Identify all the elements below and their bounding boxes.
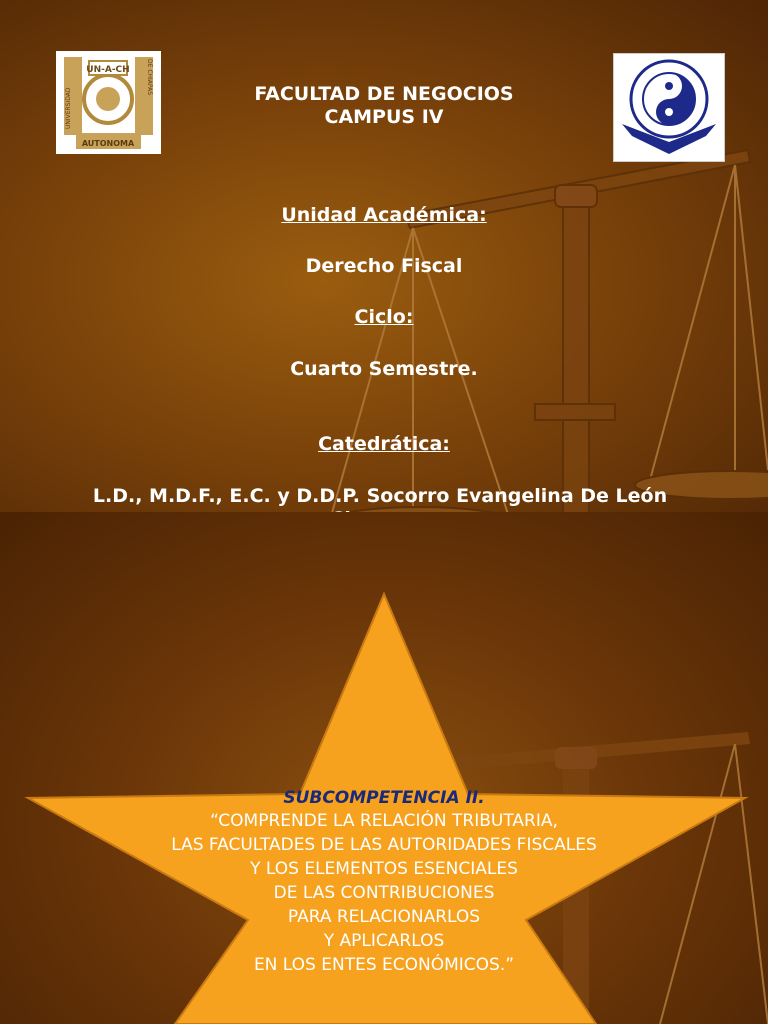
subcompetencia-line: Y APLICARLOS: [323, 931, 445, 951]
cycle-value: Cuarto Semestre.: [290, 358, 478, 380]
unit-label: Unidad Académica:: [281, 204, 487, 226]
subcompetencia-text: [0, 809, 768, 977]
campus-name: CAMPUS IV: [324, 106, 444, 128]
subcompetencia-line: Y LOS ELEMENTOS ESENCIALES: [250, 859, 518, 879]
cycle-label: Ciclo:: [354, 306, 414, 328]
subcompetencia-line: EN LOS ENTES ECONÓMICOS.”: [253, 955, 515, 975]
subcompetencia-line: DE LAS CONTRIBUCIONES: [273, 883, 495, 903]
subcompetencia-line: “COMPRENDE LA RELACIÓN TRIBUTARIA,: [210, 811, 558, 831]
logo-bottom-text: AUTONOMA: [81, 139, 135, 148]
logo-side-right-text: DE CHIAPAS: [146, 59, 153, 96]
teacher-label: Catedrática:: [318, 433, 450, 455]
teacher-value: L.D., M.D.F., E.C. y D.D.P. Socorro Evangelina De León: [92, 485, 668, 507]
unit-value: Derecho Fiscal: [305, 255, 463, 277]
subcompetencia-line: PARA RELACIONARLOS: [287, 907, 481, 927]
subcompetencia-title: SUBCOMPETENCIA II.: [283, 788, 485, 808]
logo-side-left-text: UNIVERSIDAD: [65, 87, 72, 129]
faculty-name: FACULTAD DE NEGOCIOS: [254, 83, 514, 105]
subcompetencia-line: LAS FACULTADES DE LAS AUTORIDADES FISCALES: [171, 835, 597, 855]
logo-top-text: UN-A-CH: [86, 65, 130, 75]
faculty-heading: [0, 83, 768, 129]
